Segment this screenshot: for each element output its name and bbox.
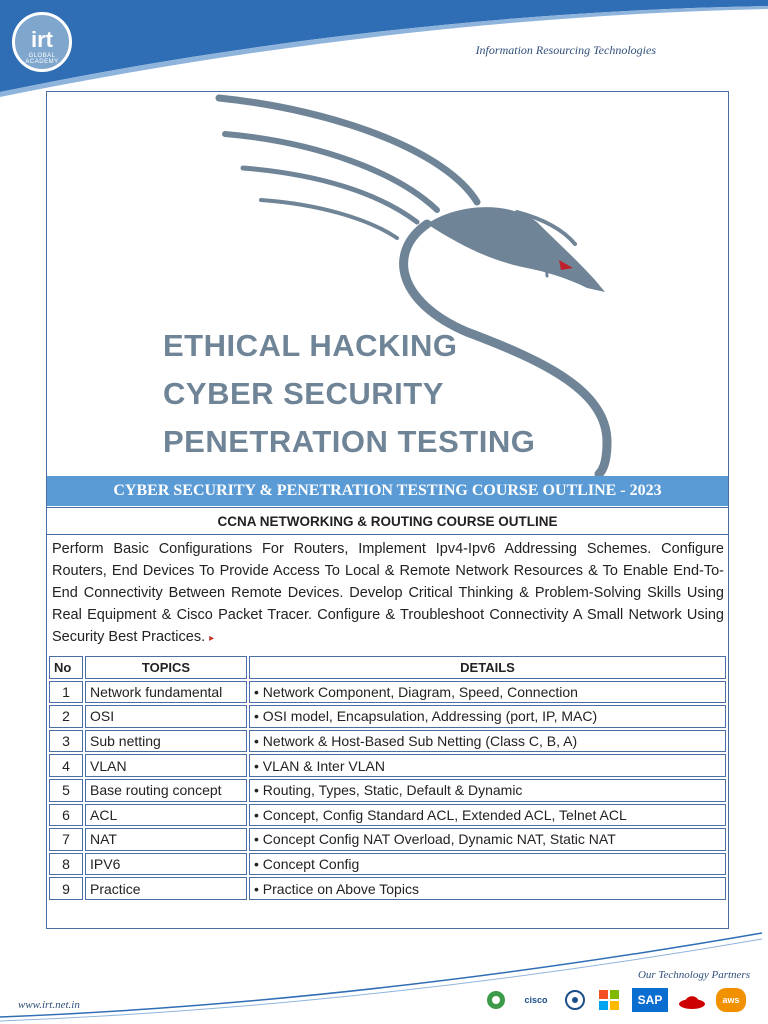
partner-seal-icon <box>486 988 506 1012</box>
header-details: DETAILS <box>249 656 726 679</box>
description-text: Perform Basic Configurations For Routers, Implement Ipv4-Ipv6 Addressing Schemes. Configure Routers, End Devices To Provide Access To Local & Remote Network Resources & To Enable End-To-End Connectivity Between Remote Devices. Develop Critical Thinking & Problem-Solving Skills Using Real Equipment & Cisco Packet Tracer. Configure & Troubleshoot Connectivity A Small Network Using Security Best Practices. <box>52 541 724 645</box>
website-link[interactable]: www.irt.net.in <box>18 999 80 1011</box>
hero-line-1: ETHICAL HACKING <box>163 328 458 363</box>
row-topic: Sub netting <box>85 730 247 753</box>
irt-logo <box>12 12 72 72</box>
row-no: 5 <box>49 779 83 802</box>
table-row <box>49 804 726 827</box>
row-no: 6 <box>49 804 83 827</box>
table-row <box>49 779 726 802</box>
row-no: 7 <box>49 828 83 851</box>
hero-line-2: CYBER SECURITY <box>163 376 444 411</box>
dragon-icon <box>47 92 728 476</box>
row-topic: Network fundamental <box>85 681 247 704</box>
table-row <box>49 730 726 753</box>
table-row <box>49 877 726 900</box>
row-details: • Practice on Above Topics <box>249 877 726 900</box>
row-details: • Routing, Types, Static, Default & Dynamic <box>249 779 726 802</box>
aws-logo: aws <box>716 988 746 1012</box>
partner-emblem-icon <box>564 988 586 1012</box>
row-details: • Concept Config <box>249 853 726 876</box>
row-no: 4 <box>49 754 83 777</box>
row-topic: Practice <box>85 877 247 900</box>
topics-table <box>47 654 728 902</box>
row-details: • Concept Config NAT Overload, Dynamic NAT, Static NAT <box>249 828 726 851</box>
logo-subtext: GLOBAL ACADEMY <box>25 53 59 65</box>
row-topic: OSI <box>85 705 247 728</box>
header-no: No <box>49 656 83 679</box>
row-no: 9 <box>49 877 83 900</box>
table-row <box>49 853 726 876</box>
table-row <box>49 754 726 777</box>
logo-text: irt <box>31 27 53 52</box>
row-topic: NAT <box>85 828 247 851</box>
company-tagline: Information Resourcing Technologies <box>475 43 656 57</box>
row-no: 3 <box>49 730 83 753</box>
course-outline-banner: CYBER SECURITY & PENETRATION TESTING COURSE OUTLINE - 2023 <box>47 476 728 506</box>
table-header-row <box>49 656 726 679</box>
table-row <box>49 705 726 728</box>
partners-label: Our Technology Partners <box>637 969 750 981</box>
red-mark-icon: ▸ <box>209 633 215 644</box>
row-details: • Concept, Config Standard ACL, Extended ACL, Telnet ACL <box>249 804 726 827</box>
header-topics: TOPICS <box>85 656 247 679</box>
row-details: • OSI model, Encapsulation, Addressing (port, IP, MAC) <box>249 705 726 728</box>
row-no: 1 <box>49 681 83 704</box>
redhat-logo-icon <box>678 988 706 1012</box>
row-details: • Network & Host-Based Sub Netting (Class C, B, A) <box>249 730 726 753</box>
row-topic: IPV6 <box>85 853 247 876</box>
sap-logo: SAP <box>632 988 668 1012</box>
ccna-subtitle: CCNA NETWORKING & ROUTING COURSE OUTLINE <box>47 507 728 535</box>
microsoft-logo-icon <box>598 988 620 1012</box>
cisco-logo: cisco <box>524 995 548 1005</box>
course-description <box>52 538 724 650</box>
row-no: 8 <box>49 853 83 876</box>
row-topic: VLAN <box>85 754 247 777</box>
row-no: 2 <box>49 705 83 728</box>
hero-line-3: PENETRATION TESTING <box>163 424 536 459</box>
row-topic: Base routing concept <box>85 779 247 802</box>
row-topic: ACL <box>85 804 247 827</box>
hero-section <box>47 92 728 476</box>
table-row <box>49 681 726 704</box>
row-details: • VLAN & Inter VLAN <box>249 754 726 777</box>
row-details: • Network Component, Diagram, Speed, Connection <box>249 681 726 704</box>
table-row <box>49 828 726 851</box>
